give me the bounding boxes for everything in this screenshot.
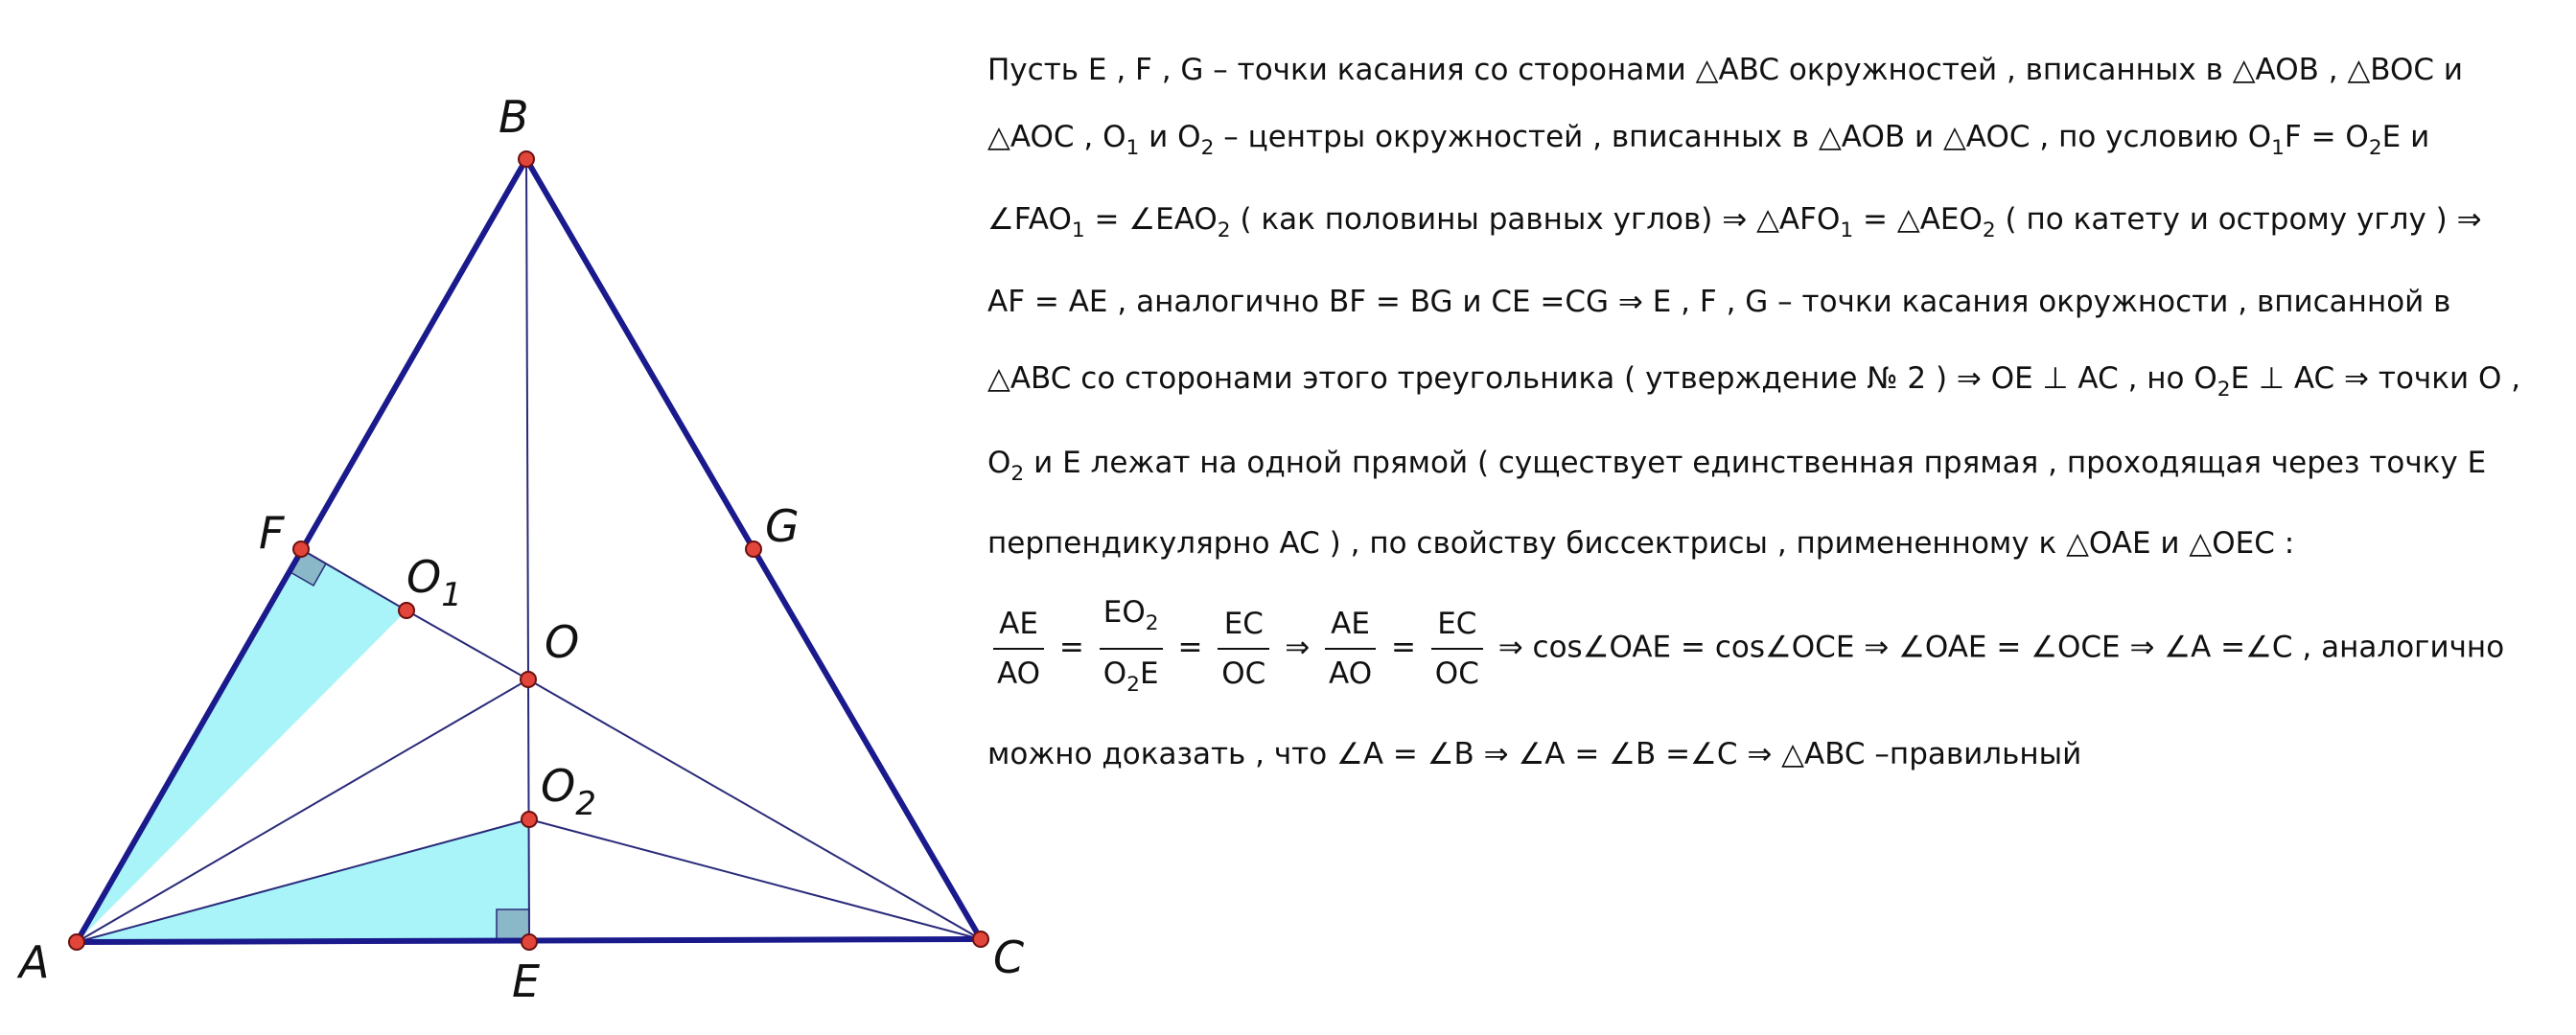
sub: 2 <box>2216 378 2231 402</box>
denominator: OC <box>1434 656 1479 691</box>
point-o2 <box>522 812 537 827</box>
label-o: O <box>545 616 580 668</box>
t: ( по катету и острому углу ) ⇒ <box>1995 202 2482 237</box>
proof-line-1 <box>987 50 2463 90</box>
sub: 1 <box>1840 218 1854 242</box>
sub: 2 <box>1982 218 1996 242</box>
numerator: EC <box>1218 604 1269 650</box>
label-e: E <box>512 955 541 1007</box>
sub: 2 <box>2368 136 2382 160</box>
t: – центры окружностей , вписанных в △AOB и △AOC , по условию O <box>1214 120 2272 154</box>
fraction-ec-oc-2 <box>1431 604 1483 694</box>
t: ∠FAO <box>987 202 1072 237</box>
label-o1-main: O <box>406 551 442 603</box>
label-o2-sub: 2 <box>575 785 596 823</box>
segment-co2 <box>529 819 981 939</box>
proof-line-8 <box>987 592 2504 705</box>
numerator <box>1100 592 1163 650</box>
proof-line-7-text: перпендикулярно AC ) , по свойству биссектрисы , примененному к △OAE и △OEC : <box>987 526 2295 561</box>
sub: 2 <box>1126 673 1140 697</box>
t: E <box>1139 656 1159 691</box>
point-b <box>519 151 534 167</box>
sub: 2 <box>1200 136 1215 160</box>
segment-o1o <box>406 610 528 679</box>
label-c: C <box>993 932 1025 983</box>
proof-line-9-text: можно доказать , что ∠A = ∠B ⇒ ∠A = ∠B =∠C ⇒ △ABC –правильный <box>987 737 2082 771</box>
numerator: AE <box>993 604 1044 650</box>
sub: 1 <box>1071 218 1085 242</box>
fraction-ec-oc <box>1218 604 1269 694</box>
t: △AOC , O <box>987 120 1126 154</box>
sub: 2 <box>1217 218 1231 242</box>
label-o1 <box>406 551 462 614</box>
sub: 1 <box>1126 136 1140 160</box>
t: △ABC со сторонами этого треугольника ( утверждение № 2 ) ⇒ OE ⊥ AC , но O <box>987 361 2217 396</box>
point-f <box>293 541 309 557</box>
sub: 2 <box>1145 611 1159 635</box>
label-o2-main: O <box>541 760 576 812</box>
label-b: B <box>499 91 529 143</box>
equals-sign: = <box>1390 630 1416 665</box>
proof-line-1-text: Пусть E , F , G – точки касания со сторонами △ABC окружностей , вписанных в △AOB , △BOC и <box>987 53 2464 87</box>
label-a: A <box>19 936 50 988</box>
t: O <box>987 446 1011 480</box>
label-g: G <box>765 500 800 552</box>
t: O <box>1102 656 1127 691</box>
denominator: OC <box>1221 656 1266 691</box>
point-e <box>522 934 537 950</box>
t: и O <box>1139 120 1201 154</box>
t: F = O <box>2284 120 2369 154</box>
segment-bo <box>526 159 528 679</box>
point-o <box>521 672 536 687</box>
point-a <box>69 934 84 950</box>
proof-line-4 <box>987 282 2450 322</box>
equals-sign: = <box>1177 630 1203 665</box>
fraction-ae-ao <box>993 604 1044 694</box>
proof-line-2 <box>987 117 2429 169</box>
t: E ⊥ AC ⇒ точки O , <box>2230 361 2521 396</box>
fraction-eo2-o2e <box>1100 592 1163 705</box>
sub: 2 <box>1010 462 1025 486</box>
proof-line-3 <box>987 199 2482 251</box>
denominator <box>1100 650 1163 705</box>
label-o2 <box>541 760 596 823</box>
label-f: F <box>259 507 285 559</box>
label-o1-sub: 1 <box>441 576 462 614</box>
point-g <box>746 541 761 557</box>
equals-sign: = <box>1058 630 1084 665</box>
t: EO <box>1102 595 1146 630</box>
numerator: AE <box>1325 604 1376 650</box>
fraction-ae-ao-2 <box>1325 604 1376 694</box>
proof-line-6 <box>987 443 2486 494</box>
t: E и <box>2381 120 2430 154</box>
denominator: AO <box>1329 656 1373 691</box>
t: ( как половины равных углов) ⇒ △AFO <box>1230 202 1841 237</box>
t: = ∠EAO <box>1084 202 1218 237</box>
segment-oe <box>528 679 529 942</box>
proof-line-8-tail: ⇒ cos∠OAE = cos∠OCE ⇒ ∠OAE = ∠OCE ⇒ ∠A =∠C , аналогично <box>1497 630 2505 665</box>
implies-arrow: ⇒ <box>1285 630 1311 665</box>
proof-line-4-text: AF = AE , аналогично BF = BG и CE =CG ⇒ E , F , G – точки касания окружности , вписанной в <box>987 285 2451 319</box>
proof-line-7 <box>987 523 2294 564</box>
proof-line-5 <box>987 358 2520 410</box>
point-c <box>973 932 988 947</box>
sub: 1 <box>2271 136 2285 160</box>
t: = △AEO <box>1853 202 1983 237</box>
denominator: AO <box>997 656 1041 691</box>
numerator: EC <box>1431 604 1483 650</box>
proof-line-9 <box>987 734 2081 774</box>
point-o1 <box>399 603 414 618</box>
t: и E лежат на одной прямой ( существует единственная прямая , проходящая через точку E <box>1024 446 2487 480</box>
